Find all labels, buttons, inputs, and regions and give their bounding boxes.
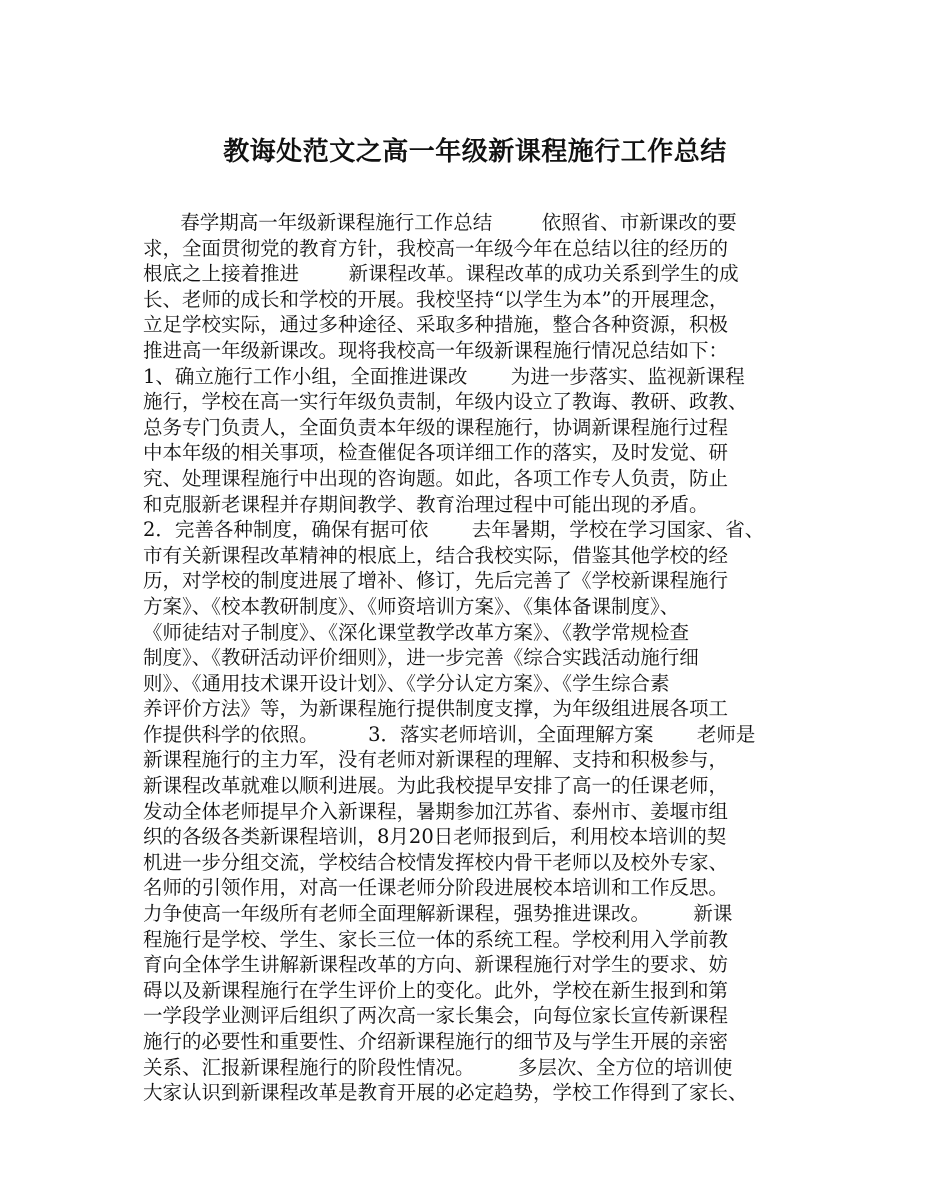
body-text-line: 究、处理课程施行中出现的咨询题。如此，各项工作专人负责，防止 [143, 466, 729, 490]
body-text-line: 力争使高一年级所有老师全面理解新课程，强势推进课改。 新课 [143, 902, 733, 926]
body-text-line: 大家认识到新课程改革是教育开展的必定趋势，学校工作得到了家长、 [143, 1081, 748, 1105]
body-text-line: 中本年级的相关事项，检查催促各项详细工作的落实，及时发觉、研 [143, 441, 729, 465]
body-text-line: 施行的必要性和重要性、介绍新课程施行的细节及与学生开展的亲密 [143, 1030, 729, 1053]
body-text-line: 求，全面贯彻党的教育方针，我校高一年级今年在总结以往的经历的 [143, 236, 729, 260]
body-text-line: 方案》、《校本教研制度》、《师资培训方案》、《集体备课制度》、 [143, 594, 680, 618]
body-text-line: 历，对学校的制度进展了增补、修订，先后完善了《学校新课程施行 [143, 569, 729, 593]
body-text-line: 《师徒结对子制度》、《深化课堂教学改革方案》、《教学常规检查 [143, 620, 690, 644]
body-text-line: 市有关新课程改革精神的根底上，结合我校实际，借鉴其他学校的经 [143, 543, 729, 567]
body-text-line: 养评价方法》等，为新课程施行提供制度支撑，为年级组进展各项工 [143, 697, 729, 721]
document-body [143, 210, 813, 1106]
body-text-line: 一学段学业测评后组织了两次高一家长集会，向每位家长宣传新课程 [143, 1004, 729, 1028]
body-text-line: 名师的引领作用，对高一任课老师分阶段进展校本培训和工作反思。 [143, 876, 729, 900]
body-text-line: 推进高一年级新课改。现将我校高一年级新课程施行情况总结如下： [143, 338, 729, 362]
document-title: 教诲处范文之高一年级新课程施行工作总结 [223, 137, 727, 167]
body-text-line: 施行，学校在高一实行年级负责制，年级内设立了教诲、教研、政教、 [143, 390, 748, 414]
body-text-line: 2．完善各种制度，确保有据可依 去年暑期，学校在学习国家、省、 [143, 518, 765, 542]
body-text-line: 根底之上接着推进 新课程改革。课程改革的成功关系到学生的成 [143, 262, 739, 286]
body-text-line: 育向全体学生讲解新课程改革的方向、新课程施行对学生的要求、妨 [143, 953, 729, 977]
body-text-line: 新课程改革就难以顺利进展。为此我校提早安排了高一的任课老师， [143, 774, 729, 798]
body-text-line: 机进一步分组交流，学校结合校情发挥校内骨干老师以及校外专家、 [143, 850, 729, 874]
body-text-line: 程施行是学校、学生、家长三位一体的系统工程。学校利用入学前教 [143, 927, 729, 951]
body-text-line: 则》、《通用技术课开设计划》、《学分认定方案》、《学生综合素 [143, 671, 670, 695]
body-text-line: 碍以及新课程施行在学生评价上的变化。此外，学校在新生报到和第 [143, 978, 729, 1002]
body-text-line: 制度》、《教研活动评价细则》，进一步完善《综合实践活动施行细 [143, 646, 699, 670]
body-text-line: 关系、汇报新课程施行的阶段性情况。 多层次、全方位的培训使 [143, 1055, 733, 1079]
body-text-line: 和克服新老课程并存期间教学、教育治理过程中可能出现的矛盾。 [143, 492, 709, 516]
body-text-line: 作提供科学的依照。 3．落实老师培训，全面理解方案 老师是 [143, 722, 756, 746]
body-text-line: 立足学校实际，通过多种途径、采取多种措施，整合各种资源，积极 [143, 313, 729, 337]
body-text-line: 新课程施行的主力军，没有老师对新课程的理解、支持和积极参与， [143, 748, 729, 772]
body-text-line: 春学期高一年级新课程施行工作总结 依照省、市新课改的要 [143, 211, 737, 234]
body-text-line: 发动全体老师提早介入新课程，暑期参加江苏省、泰州市、姜堰市组 [143, 799, 729, 823]
body-text-line: 长、老师的成长和学校的开展。我校坚持“以学生为本”的开展理念， [143, 287, 729, 311]
body-text-line: 织的各级各类新课程培训，8月20日老师报到后，利用校本培训的契 [143, 825, 727, 849]
body-text-line: 1、确立施行工作小组，全面推进课改 为进一步落实、监视新课程 [143, 364, 745, 388]
body-text-line: 总务专门负责人，全面负责本年级的课程施行，协调新课程施行过程 [143, 415, 729, 439]
